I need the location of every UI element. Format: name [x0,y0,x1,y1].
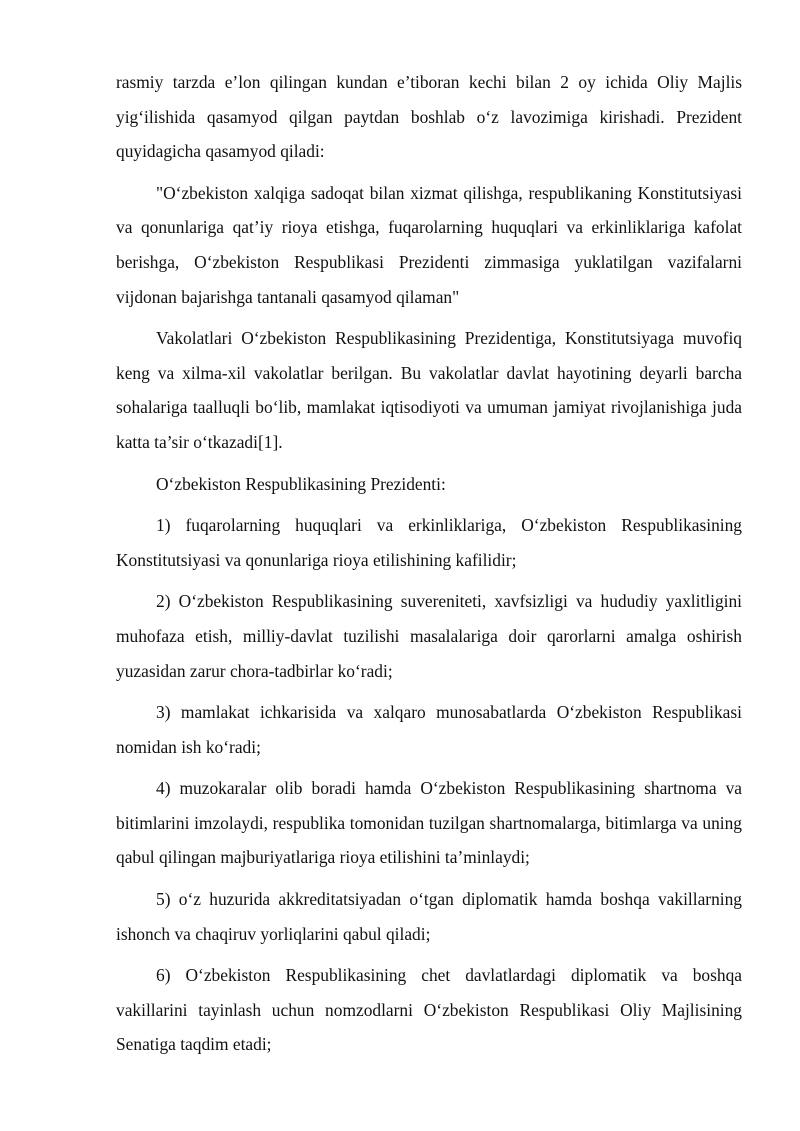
paragraph-oath-intro: rasmiy tarzda e’lon qilingan kundan e’tiboran kechi bilan 2 oy ichida Oliy Majlis yig‘ilishida qasamyod qilgan paytdan boshlab o‘z lavozimiga kirishadi. Prezident quyidagicha qasamyod qiladi: [116,72,742,162]
paragraph-president-heading: O‘zbekiston Respublikasining Prezidenti: [156,473,446,494]
list-item-2: 2) O‘zbekiston Respublikasining suvereniteti, xavfsizligi va hududiy yaxlitligini muhofaza etish, milliy-davlat tuzilishi masalalariga doir qarorlarni amalga oshirish yuzasidan zarur chora-tadbirlar ko‘radi; [116,591,742,681]
list-item-6: 6) O‘zbekiston Respublikasining chet davlatlardagi diplomatik va boshqa vakillarini tayinlash uchun nomzodlarni O‘zbekiston Respublikasi Oliy Majlisining Senatiga taqdim etadi; [116,965,742,1055]
list-item-1: 1) fuqarolarning huquqlari va erkinliklariga, O‘zbekiston Respublikasining Konstitutsiyasi va qonunlariga rioya etilishining kafilidir; [116,515,742,570]
paragraph-oath-text: "O‘zbekiston xalqiga sadoqat bilan xizmat qilishga, respublikaning Konstitutsiyasi va qonunlariga qat’iy rioya etishga, fuqarolarning huquqlari va erkinliklariga kafolat berishga, O‘zbekiston Respublikasi Prezidenti zimmasiga yuklatilgan vazifalarni vijdonan bajarishga tantanali qasamyod qilaman" [116,182,742,307]
list-item-4: 4) muzokaralar olib boradi hamda O‘zbekiston Respublikasining shartnoma va bitimlarini imzolaydi, respublika tomonidan tuzilgan shartnomalarga, bitimlarga va uning qabul qilingan majburiyatlariga rioya etilishini ta’minlaydi; [116,778,742,868]
document-page [116,65,742,1062]
paragraph-powers: Vakolatlari O‘zbekiston Respublikasining Prezidentiga, Konstitutsiyaga muvofiq keng va xilma-xil vakolatlar berilgan. Bu vakolatlar davlat hayotining deyarli barcha sohalariga taalluqli bo‘lib, mamlakat iqtisodiyoti va umuman jamiyat rivojlanishiga juda katta ta’sir o‘tkazadi[1]. [116,328,742,452]
list-item-3: 3) mamlakat ichkarisida va xalqaro munosabatlarda O‘zbekiston Respublikasi nomidan ish ko‘radi; [116,702,742,757]
list-item-5: 5) o‘z huzurida akkreditatsiyadan o‘tgan diplomatik hamda boshqa vakillarning ishonch va chaqiruv yorliqlarini qabul qiladi; [116,889,742,944]
